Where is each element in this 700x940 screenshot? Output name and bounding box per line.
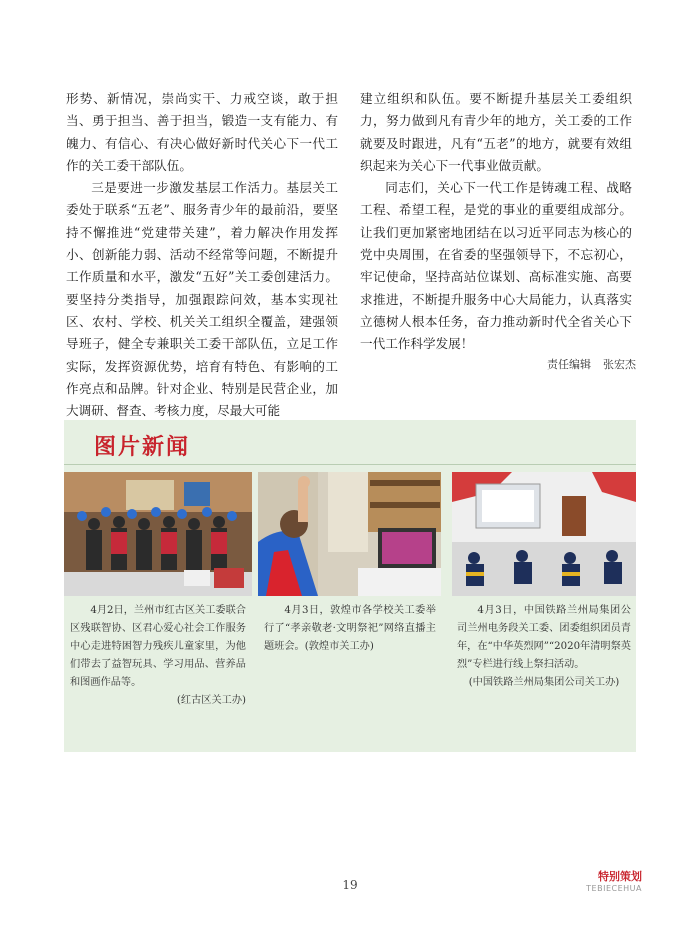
- article-paragraph: 形势、新情况，崇尚实干、力戒空谈，敢于担当、勇于担当、善于担当，锻造一支有能力、有魄力、有信心、有决心做好新时代关心下一代工作的关工委干部队伍。: [66, 91, 338, 173]
- news-photo-3: [452, 472, 636, 596]
- article-paragraph: 同志们，关心下一代工作是铸魂工程、战略工程、希望工程，是党的事业的重要组成部分。让我们更加紧密地团结在以习近平同志为核心的党中央周围，在省委的坚强领导下，不忘初心，牢记使命，坚持高站位谋划、高标准实施、高要求推进，不断提升服务中心大局能力，认真落实立德树人根本任务，奋力推动新时代全省关心下一代工作科学发展！: [360, 180, 632, 352]
- caption-text: 4月3日，中国铁路兰州局集团公司兰州电务段关工委、团委组织团员青年，在“中华英烈网”“2020年清明祭英烈”专栏进行线上祭扫活动。: [457, 605, 631, 670]
- caption-text: 4月2日，兰州市红古区关工委联合区残联智协、区君心爱心社会工作服务中心走进特困智力残疾儿童家里，为他们带去了益智玩具、学习用品、营养品和图画作品等。: [70, 605, 246, 688]
- photo-news-title: 图片新闻: [94, 435, 191, 460]
- article-paragraph: 三是要进一步激发基层工作活力。基层关工委处于联系“五老”、服务青少年的最前沿，要坚持不懈推进“党建带关建”，着力解决作用发挥小、创新能力弱、活动不经常等问题，不断提升工作质量和水平，激发“五好”关工委创建活力。要坚持分类指导，加强跟踪问效，基本实现社区、农村、学校、机关关工组织全覆盖，建强领导班子，健全专兼职关工委干部队伍，立足工作实际，发挥资源优势，培育有特色、有影响的工作亮点和品牌。针对企业、特别是民营企业，加大调研、督查、考核力度，尽最大可能: [66, 180, 338, 419]
- page-number: 19: [342, 878, 358, 892]
- caption-source: (中国铁路兰州局集团公司关工办): [468, 677, 620, 688]
- article-left-column: [66, 88, 338, 422]
- news-photo-1: [64, 472, 252, 596]
- section-label: [572, 868, 642, 893]
- section-label-en: TEBIECEHUA: [586, 884, 642, 893]
- article-right-column: [360, 88, 632, 356]
- editor-name: 张宏杰: [603, 358, 636, 371]
- news-photo-2: [258, 472, 441, 596]
- divider: [64, 464, 636, 465]
- article-paragraph: 建立组织和队伍。要不断提升基层关工委组织力，努力做到凡有青少年的地方，关工委的工作就要及时跟进，凡有“五老”的地方，就要有效组织起来为关心下一代事业做贡献。: [360, 91, 632, 173]
- responsible-editor: [360, 356, 636, 372]
- photo-news-section: [64, 420, 636, 752]
- editor-label: 责任编辑: [547, 358, 591, 371]
- news-caption-2: [264, 602, 436, 656]
- news-caption-1: [70, 602, 246, 710]
- news-caption-3: [457, 602, 631, 692]
- caption-source: (红古区关工办): [176, 695, 246, 706]
- caption-text: 4月3日，敦煌市各学校关工委举行了“孝亲敬老·文明祭祀”网络直播主题班会。(敦煌市关工办): [264, 605, 436, 652]
- section-label-zh: 特别策划: [598, 870, 642, 883]
